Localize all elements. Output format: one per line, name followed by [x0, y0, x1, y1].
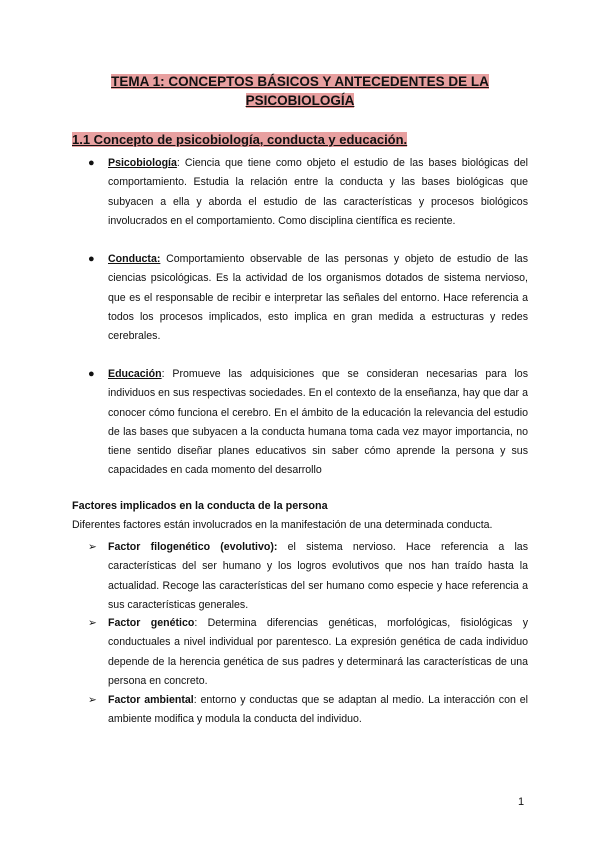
factor-lead: Factor filogenético (evolutivo):: [108, 541, 278, 553]
bullet-psicobiologia: [88, 154, 528, 231]
factor-ambiental: [88, 691, 528, 730]
factor-text: : entorno y conductas que se adaptan al medio. La interacción con el ambiente modifica y modula la conducta del individuo.: [108, 694, 528, 726]
title-line-1: TEMA 1: CONCEPTOS BÁSICOS Y ANTECEDENTES DE LA: [111, 74, 489, 89]
factors-intro: Diferentes factores están involucrados en la manifestación de una determinada conducta.: [72, 519, 493, 531]
document-title: [72, 72, 528, 110]
factor-text: : Determina diferencias genéticas, morfológicas, fisiológicas y conductuales a nivel individual por parentesco. La expresión genética de cada individuo depende de la herencia genética de sus padres y determinará las características de una persona en concreto.: [108, 617, 528, 687]
bullet-dot-icon: ●: [88, 368, 95, 380]
arrow-icon: ➢: [88, 541, 97, 553]
bullet-educacion: [88, 365, 528, 481]
bullet-sep: :: [161, 368, 165, 380]
bullet-text: Comportamiento observable de las personas y objeto de estudio de las ciencias psicológicas. Es la actividad de los organismos dotados de sistema nervioso, que es el responsable de recibir e interpretar las señales del entorno. Hace referencia a todos los procesos implicados, esto implica en gran medida a estructuras y redes cerebrales.: [108, 253, 528, 343]
factors-heading: Factores implicados en la conducta de la persona: [72, 500, 328, 512]
bullet-sep: :: [176, 157, 180, 169]
bullet-term: Psicobiología: [108, 157, 177, 169]
bullet-dot-icon: ●: [88, 253, 95, 265]
title-line-2: PSICOBIOLOGÍA: [245, 93, 355, 108]
factor-lead: Factor genético: [108, 617, 195, 629]
bullet-term: Educación: [108, 368, 162, 380]
bullet-term: Conducta:: [108, 253, 161, 265]
arrow-icon: ➢: [88, 694, 97, 706]
arrow-icon: ➢: [88, 617, 97, 629]
bullet-text: Promueve las adquisiciones que se consideran necesarias para los individuos en sus respectivas sociedades. En el contexto de la enseñanza, hay que dar a conocer cómo funciona el cerebro. En el ámbito de la educación la relevancia del estudio de las bases que subyacen a la conducta humana toma cada vez mayor importancia, no tiene sentido diseñar planes educativos sin saber cómo aprende la persona y sus capacidades en cada momento del desarrollo: [108, 368, 528, 477]
factor-lead: Factor ambiental: [108, 694, 194, 706]
bullet-text: Ciencia que tiene como objeto el estudio de las bases biológicas del comportamiento. Estudia la relación entre la conducta y las bases biológicas que subyacen a ella y aborda el estudio de las características y procesos biológicos involucrados en el comportamiento. Como disciplina científica es reciente.: [108, 157, 528, 227]
bullet-dot-icon: ●: [88, 157, 95, 169]
section-heading: 1.1 Concepto de psicobiología, conducta y educación.: [72, 132, 408, 147]
page-number: 1: [518, 796, 525, 808]
bullet-conducta: [88, 250, 528, 346]
factor-genetico: [88, 614, 528, 691]
factor-text: el sistema nervioso. Hace referencia a las características del ser humano y los logros evolutivos que nos han traído hasta la actualidad. Recoge las características del ser humano como especie y hace referencia a sus características generales.: [108, 541, 528, 611]
factor-filogenetico: [88, 538, 528, 615]
